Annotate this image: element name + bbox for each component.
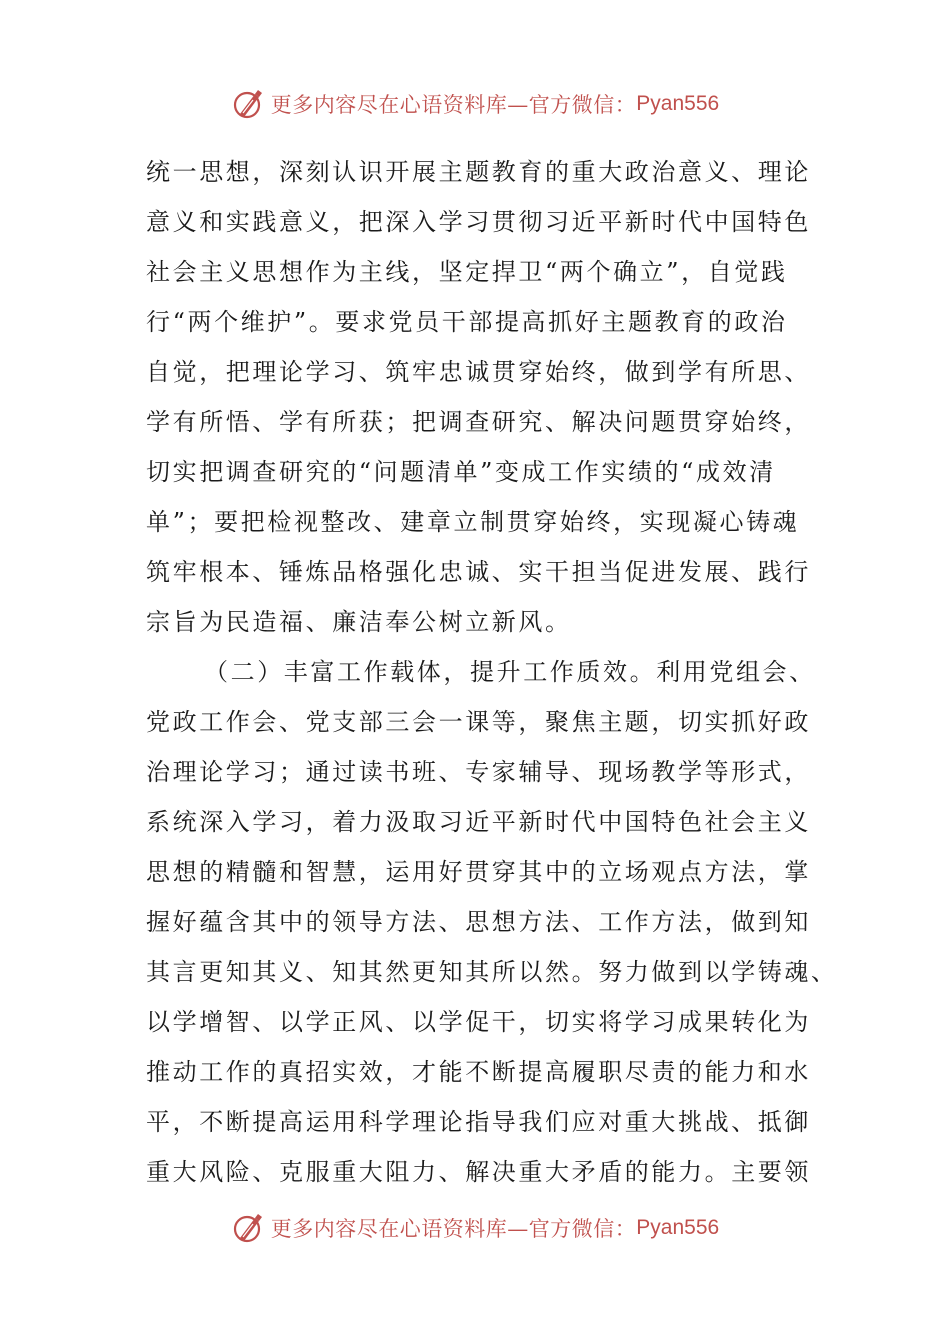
body-line: 重大风险、克服重大阻力、解决重大矛盾的能力。主要领 (146, 1158, 811, 1186)
body-line: 系统深入学习，着力汲取习近平新时代中国特色社会主义 (146, 808, 811, 836)
pen-nib-circle-icon (231, 87, 265, 121)
body-line: 学有所悟、学有所获；把调查研究、解决问题贯穿始终， (146, 408, 811, 436)
body-line: 社会主义思想作为主线，坚定捍卫“两个确立”，自觉践 (146, 258, 788, 286)
body-line: 以学增智、以学正风、以学促干，切实将学习成果转化为 (146, 1008, 811, 1036)
body-line: 统一思想，深刻认识开展主题教育的重大政治意义、理论 (146, 158, 811, 186)
body-line: 思想的精髓和智慧，运用好贯穿其中的立场观点方法，掌 (146, 858, 811, 886)
pen-nib-circle-icon (231, 1211, 265, 1245)
body-line: 治理论学习；通过读书班、专家辅导、现场教学等形式， (146, 758, 811, 786)
section-heading-line: （二）丰富工作载体，提升工作质效。利用党组会、 (204, 658, 816, 686)
footer-banner (0, 1206, 950, 1250)
body-line: 平，不断提高运用科学理论指导我们应对重大挑战、抵御 (146, 1108, 811, 1136)
document-body (146, 147, 838, 1197)
body-line: 单”；要把检视整改、建章立制贯穿始终，实现凝心铸魂 (146, 508, 800, 536)
body-line: 党政工作会、党支部三会一课等，聚焦主题，切实抓好政 (146, 708, 811, 736)
body-line: 筑牢根本、锤炼品格强化忠诚、实干担当促进发展、践行 (146, 558, 811, 586)
body-line: 行“两个维护”。要求党员干部提高抓好主题教育的政治 (146, 308, 788, 336)
body-line: 握好蕴含其中的领导方法、思想方法、工作方法，做到知 (146, 908, 811, 936)
wechat-id: Pyan556 (636, 92, 720, 115)
banner-text: 更多内容尽在心语资料库—官方微信： (270, 1217, 637, 1241)
body-line: 宗旨为民造福、廉洁奉公树立新风。 (146, 608, 572, 636)
body-line: 意义和实践意义，把深入学习贯彻习近平新时代中国特色 (146, 208, 811, 236)
wechat-id: Pyan556 (636, 1216, 720, 1239)
body-line: 其言更知其义、知其然更知其所以然。努力做到以学铸魂、 (146, 958, 838, 986)
body-line: 切实把调查研究的“问题清单”变成工作实绩的“成效清 (146, 458, 776, 486)
header-banner (0, 82, 950, 126)
body-line: 推动工作的真招实效，才能不断提高履职尽责的能力和水 (146, 1058, 811, 1086)
body-line: 自觉，把理论学习、筑牢忠诚贯穿始终，做到学有所思、 (146, 358, 811, 386)
banner-text: 更多内容尽在心语资料库—官方微信： (270, 93, 637, 117)
